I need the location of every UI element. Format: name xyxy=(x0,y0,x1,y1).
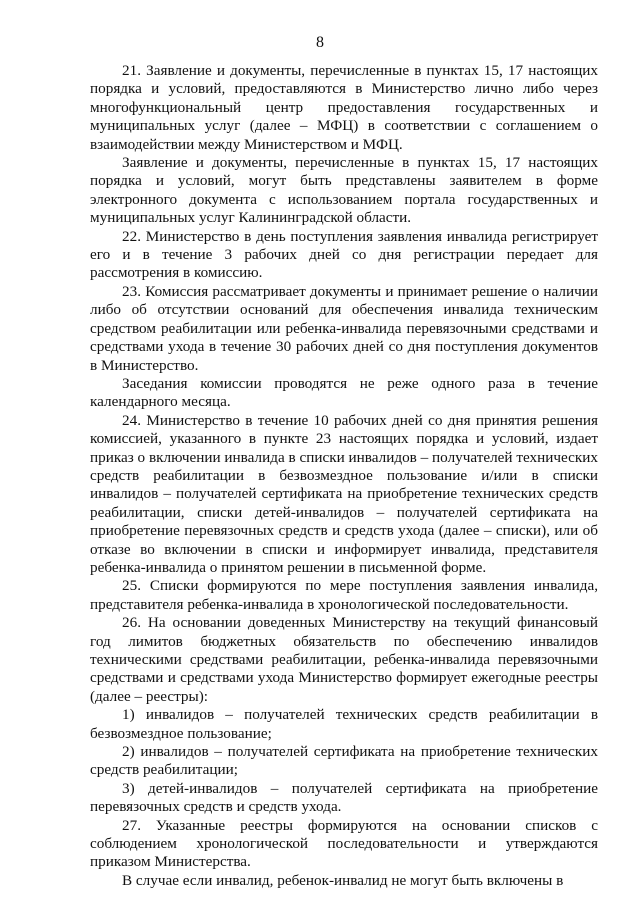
paragraph: 25. Списки формируются по мере поступления заявления инвалида, представителя ребенка-инвалида в хронологической последовательности. xyxy=(90,577,598,613)
paragraph: 24. Министерство в течение 10 рабочих дней со дня принятия решения комиссией, указанного в пункте 23 настоящих порядка и условий, издает приказ о включении инвалида в списки инвалидов – получателей технических средств реабилитации в безвозмездное пользование и/или в списки инвалидов – получателей сертификата на приобретение технических средств реабилитации, списки детей-инвалидов – получателей сертификата на приобретение перевязочных средств и средств ухода (далее – списки), или об отказе во включении в списки и информирует инвалида, представителя ребенка-инвалида о принятом решении в письменной форме. xyxy=(90,411,598,576)
paragraph: В случае если инвалид, ребенок-инвалид не могут быть включены в xyxy=(122,871,564,889)
page-number: 8 xyxy=(316,34,324,51)
paragraph: 22. Министерство в день поступления заявления инвалида регистрирует его и в течение 3 рабочих дней со дня регистрации передает для рассмотрения в комиссию. xyxy=(90,227,598,282)
list-item: 3) детей-инвалидов – получателей сертификата на приобретение перевязочных средств и средств ухода. xyxy=(90,779,598,816)
paragraph: 21. Заявление и документы, перечисленные в пунктах 15, 17 настоящих порядка и условий, предоставляются в Министерство лично либо через многофункциональный центр предоставления государственных и муниципальных услуг (далее – МФЦ) в соответствии с соглашением о взаимодействии между Министерством и МФЦ. xyxy=(90,62,598,153)
paragraph: Заседания комиссии проводятся не реже одного раза в течение календарного месяца. xyxy=(90,374,598,411)
list-item: 2) инвалидов – получателей сертификата на приобретение технических средств реабилитации; xyxy=(90,743,598,779)
list-item: 1) инвалидов – получателей технических средств реабилитации в безвозмездное пользование; xyxy=(90,706,598,742)
paragraph: Заявление и документы, перечисленные в пунктах 15, 17 настоящих порядка и условий, могут быть представлены заявителем в форме электронного документа с использованием портала государственных и муниципальных услуг Калининградской области. xyxy=(90,154,598,227)
document-body xyxy=(90,62,598,890)
paragraph: 23. Комиссия рассматривает документы и принимает решение о наличии либо об отсутствии оснований для обеспечения инвалида техническим средством реабилитации или ребенка-инвалида перевязочными средствами и средствами ухода в течение 30 рабочих дней со дня поступления документов в Министерство. xyxy=(90,282,598,374)
paragraph: 26. На основании доведенных Министерству на текущий финансовый год лимитов бюджетных обязательств по обеспечению инвалидов техническими средствами реабилитации, ребенка-инвалида перевязочными средствами и средствами ухода Министерство формирует ежегодные реестры (далее – реестры): xyxy=(90,614,598,705)
paragraph: 27. Указанные реестры формируются на основании списков с соблюдением хронологической последовательности и утверждаются приказом Министерства. xyxy=(90,816,598,871)
